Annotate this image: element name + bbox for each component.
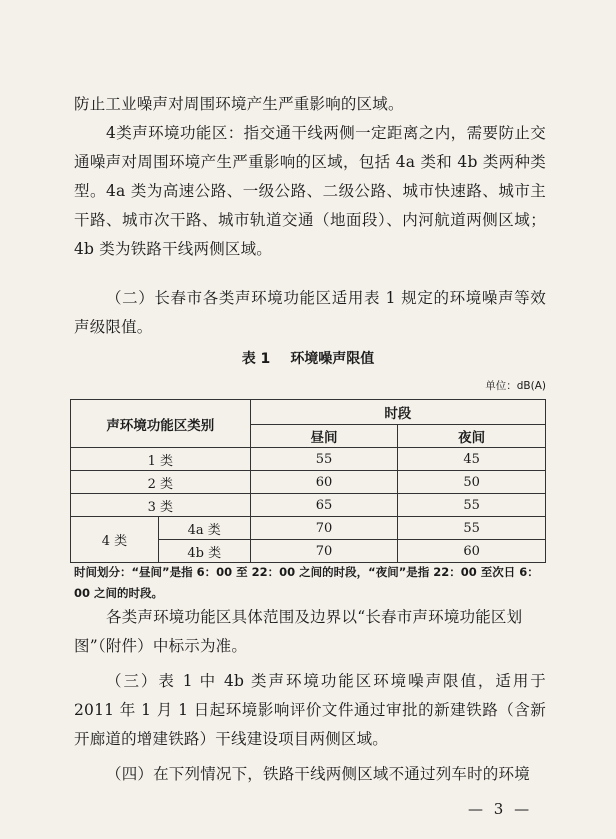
night-value: 60 <box>398 540 546 563</box>
night-value: 55 <box>398 517 546 540</box>
day-value: 70 <box>250 540 398 563</box>
table-number: 表 1 <box>241 351 271 367</box>
page-number: — 3 — <box>468 800 533 818</box>
day-value: 60 <box>250 471 398 494</box>
noise-limit-table <box>70 399 546 563</box>
table-row <box>71 517 546 540</box>
table-title-text: 环境噪声限值 <box>290 351 375 367</box>
header-night: 夜间 <box>398 425 546 448</box>
night-value: 55 <box>398 494 546 517</box>
night-value: 50 <box>398 471 546 494</box>
row-label: 4b 类 <box>158 540 250 563</box>
paragraph-class4-definition: 4类声环境功能区：指交通干线两侧一定距离之内，需要防止交通噪声对周围环境产生严重影响的区域，包括 4a 类和 4b 类两种类型。4a 类为高速公路、一级公路、二级公路、城市快速路、城市主干路、城市次干路、城市轨道交通（地面段）、内河航道两侧区域；4b 类为铁路干线两侧区域。 <box>74 124 546 258</box>
paragraph-section-3: （三）表 1 中 4b 类声环境功能区环境噪声限值，适用于 2011 年 1 月 1 日起环境影响评价文件通过审批的新建铁路（含新开廊道的增建铁路）干线建设项目两侧区域。 <box>74 672 546 748</box>
day-value: 65 <box>250 494 398 517</box>
class4-label: 4 类 <box>71 517 159 563</box>
row-label: 1 类 <box>71 448 251 471</box>
table-note: 时间划分：“昼间”是指 6：00 至 22：00 之间的时段，“夜间”是指 22：00 至次日 6：00 之间的时段。 <box>74 565 539 600</box>
row-label: 2 类 <box>71 471 251 494</box>
night-value: 45 <box>398 448 546 471</box>
table-row <box>71 494 546 517</box>
day-value: 55 <box>250 448 398 471</box>
header-day: 昼间 <box>250 425 398 448</box>
paragraph-boundary: 各类声环境功能区具体范围及边界以“长春市声环境功能区划图”（附件）中标示为准。 <box>74 608 523 655</box>
table-row <box>71 471 546 494</box>
paragraph-industrial-zone: 防止工业噪声对周围环境产生严重影响的区域。 <box>74 95 404 113</box>
table-unit: 单位：dB(A) <box>485 380 546 392</box>
paragraph-section-4: （四）在下列情况下，铁路干线两侧区域不通过列车时的环境 <box>106 765 530 783</box>
row-label: 4a 类 <box>158 517 250 540</box>
header-category: 声环境功能区类别 <box>71 400 251 448</box>
day-value: 70 <box>250 517 398 540</box>
row-label: 3 类 <box>71 494 251 517</box>
table-row <box>71 448 546 471</box>
paragraph-section-2: （二）长春市各类声环境功能区适用表 1 规定的环境噪声等效声级限值。 <box>74 289 546 336</box>
table-title <box>0 348 616 368</box>
header-period: 时段 <box>250 400 545 425</box>
